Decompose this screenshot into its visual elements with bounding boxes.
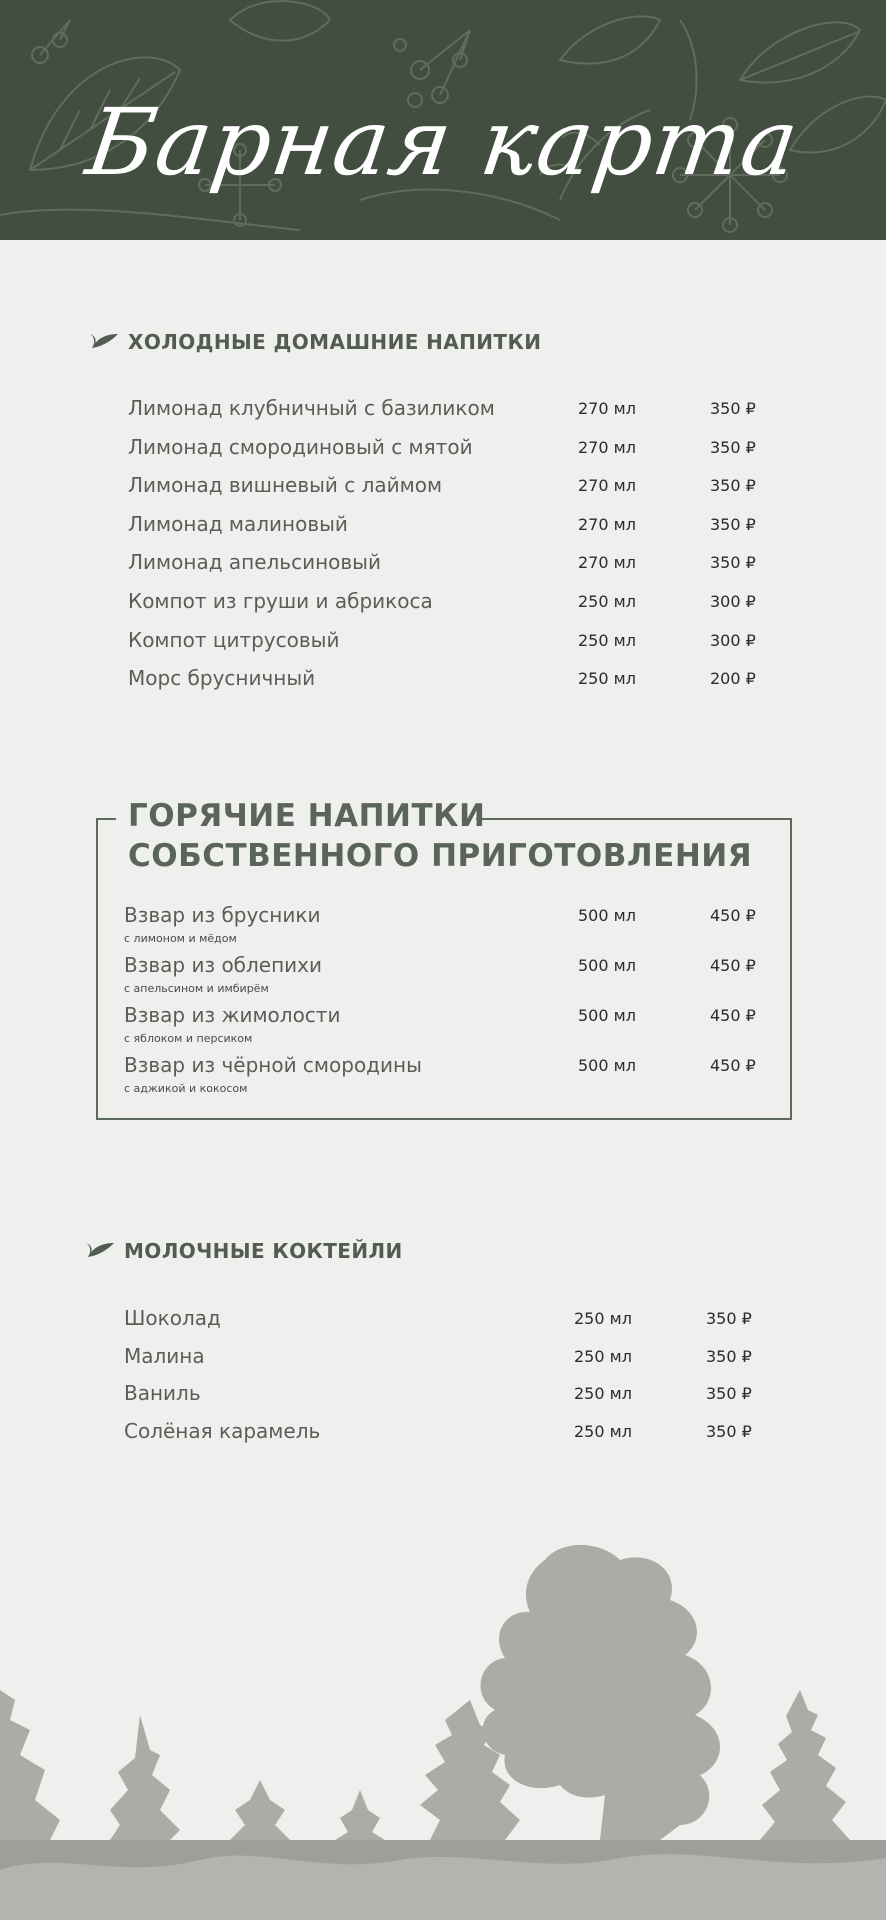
menu-item-volume: 500 мл	[578, 956, 636, 975]
forest-silhouette-icon	[0, 1540, 886, 1920]
menu-item-volume: 270 мл	[578, 399, 636, 418]
menu-item-volume: 270 мл	[578, 553, 636, 573]
menu-item-row	[124, 1053, 824, 1095]
section-title-milk: МОЛОЧНЫЕ КОКТЕЙЛИ	[124, 1239, 403, 1263]
section-title-hot	[128, 796, 752, 876]
menu-item-volume: 500 мл	[578, 906, 636, 925]
menu-item-price: 450 ₽	[710, 956, 756, 975]
menu-item-name: Компот из груши и абрикоса	[128, 589, 433, 613]
menu-item-volume: 500 мл	[578, 1056, 636, 1075]
menu-item-row	[128, 396, 828, 426]
menu-item-name: Взвар из чёрной смородины	[124, 1053, 422, 1077]
menu-item-name: Лимонад вишневый с лаймом	[128, 473, 443, 498]
menu-item-price: 450 ₽	[710, 1006, 756, 1025]
menu-item-volume: 250 мл	[574, 1421, 632, 1441]
menu-item-volume: 250 мл	[578, 630, 636, 650]
menu-item-description: с яблоком и персиком	[124, 1032, 253, 1045]
menu-item-volume: 250 мл	[578, 669, 636, 689]
menu-item-name: Шоколад	[124, 1306, 221, 1330]
menu-item-row	[128, 512, 828, 542]
menu-item-row	[124, 1344, 824, 1374]
menu-item-name: Морс брусничный	[128, 666, 316, 691]
menu-item-volume: 270 мл	[578, 514, 636, 534]
menu-item-description: с апельсином и имбирём	[124, 982, 269, 995]
menu-item-price: 200 ₽	[710, 669, 756, 689]
menu-item-row	[124, 1381, 824, 1411]
menu-item-name: Ваниль	[124, 1381, 201, 1405]
menu-item-volume: 270 мл	[578, 437, 636, 457]
menu-item-description: с аджикой и кокосом	[124, 1082, 248, 1095]
menu-item-name: Взвар из жимолости	[124, 1003, 341, 1027]
menu-item-row	[124, 903, 824, 945]
section-title-hot-line1: ГОРЯЧИЕ НАПИТКИ	[128, 798, 486, 834]
menu-item-name: Лимонад малиновый	[128, 511, 348, 536]
menu-item-price: 300 ₽	[710, 592, 756, 611]
menu-item-price: 350 ₽	[710, 437, 756, 457]
menu-item-volume: 250 мл	[574, 1309, 632, 1328]
menu-item-name: Компот цитрусовый	[128, 627, 340, 652]
menu-item-price: 350 ₽	[706, 1421, 752, 1441]
menu-item-price: 350 ₽	[710, 514, 756, 534]
section-title-hot-line2: СОБСТВЕННОГО ПРИГОТОВЛЕНИЯ	[128, 838, 753, 874]
menu-item-volume: 250 мл	[578, 592, 636, 611]
menu-item-name: Взвар из облепихи	[124, 953, 323, 977]
menu-item-name: Лимонад апельсиновый	[128, 550, 381, 575]
leaf-icon	[90, 332, 120, 352]
menu-item-row	[128, 628, 828, 658]
menu-item-row	[128, 473, 828, 503]
menu-item-row	[128, 666, 828, 696]
menu-item-volume: 250 мл	[574, 1384, 632, 1403]
menu-item-name: Лимонад смородиновый с мятой	[128, 434, 473, 459]
menu-item-volume: 500 мл	[578, 1006, 636, 1025]
menu-item-row	[128, 435, 828, 465]
menu-item-description: с лимоном и мёдом	[124, 932, 237, 945]
menu-item-row	[124, 1419, 824, 1449]
menu-item-price: 350 ₽	[710, 399, 756, 418]
menu-item-row	[124, 1003, 824, 1045]
menu-item-name: Малина	[124, 1343, 205, 1368]
menu-item-name: Солёная карамель	[124, 1418, 321, 1443]
menu-item-price: 350 ₽	[706, 1384, 752, 1403]
header-banner	[0, 0, 886, 240]
menu-item-price: 450 ₽	[710, 1056, 756, 1075]
menu-item-name: Лимонад клубничный с базиликом	[128, 396, 495, 420]
section-title-cold: ХОЛОДНЫЕ ДОМАШНИЕ НАПИТКИ	[128, 330, 542, 354]
menu-item-row	[128, 550, 828, 580]
menu-item-row	[124, 953, 824, 995]
menu-item-price: 350 ₽	[710, 476, 756, 496]
menu-item-volume: 250 мл	[574, 1346, 632, 1366]
page-title: Барная карта	[80, 89, 806, 196]
menu-item-price: 300 ₽	[710, 630, 756, 650]
menu-item-row	[124, 1306, 824, 1336]
menu-item-row	[128, 589, 828, 619]
leaf-icon	[86, 1241, 116, 1261]
menu-item-price: 350 ₽	[706, 1346, 752, 1366]
menu-item-price: 450 ₽	[710, 906, 756, 925]
menu-item-volume: 270 мл	[578, 476, 636, 496]
menu-item-price: 350 ₽	[706, 1309, 752, 1328]
menu-item-name: Взвар из брусники	[124, 903, 321, 927]
menu-item-price: 350 ₽	[710, 553, 756, 573]
